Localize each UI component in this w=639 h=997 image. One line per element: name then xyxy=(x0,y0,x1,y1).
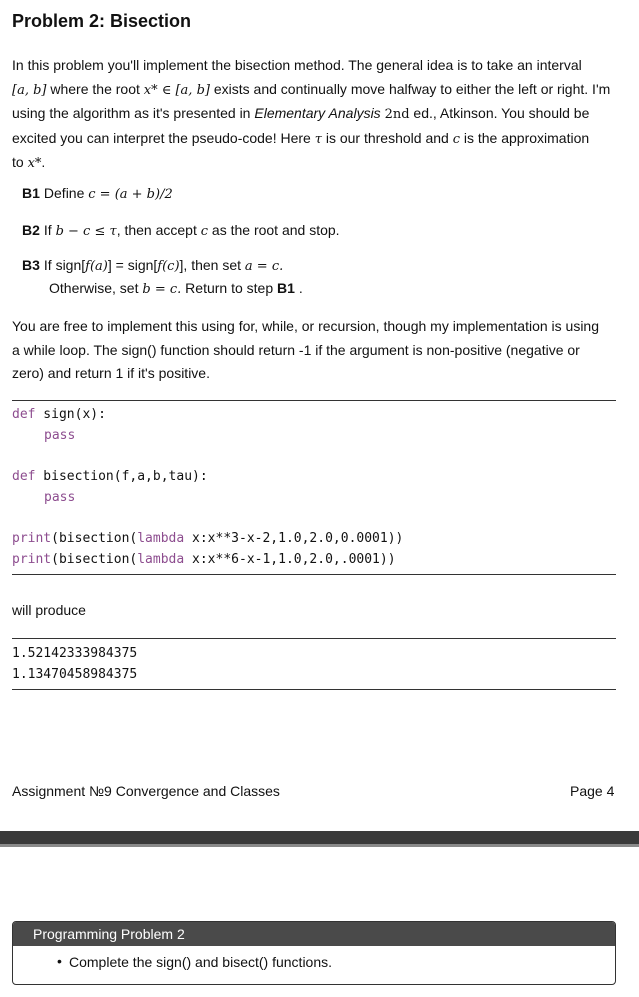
code-bisection-pass: pass xyxy=(44,490,76,505)
code-top-rule xyxy=(12,400,616,401)
step-b1: B1 Define c = (a + b)/2 xyxy=(22,185,173,202)
para2-line-2: a while loop. The sign() function should return -1 if the argument is non-positive (negative or xyxy=(12,341,580,358)
code-sign-pass: pass xyxy=(44,428,76,443)
intro-line-2: [a, b] where the root x* ∈ [a, b] exists and continually move halfway to either the left or right. I'm xyxy=(12,80,611,98)
code-bottom-rule xyxy=(12,574,616,575)
output-top-rule xyxy=(12,638,616,639)
code-print-call-2: print(bisection(lambda x:x**6-x-1,1.0,2.0,.0001)) xyxy=(12,552,396,567)
page-break-shadow xyxy=(0,844,639,847)
footer-assignment-title: Assignment №9 Convergence and Classes xyxy=(12,783,280,799)
problem-heading: Problem 2: Bisection xyxy=(12,11,192,31)
code-sign-def: def sign(x): xyxy=(12,407,106,422)
book-title: Elementary Analysis xyxy=(254,105,381,121)
will-produce-text: will produce xyxy=(12,602,86,618)
footer-page-number: Page 4 xyxy=(570,783,615,799)
para2-line-1: You are free to implement this using for, while, or recursion, though my implementation is using xyxy=(12,318,600,334)
step-b2: B2 If b − c ≤ τ, then accept c as the root and stop. xyxy=(22,222,340,239)
code-print-call-1: print(bisection(lambda x:x**3-x-2,1.0,2.0,0.0001)) xyxy=(12,531,404,546)
output-line-2: 1.13470458984375 xyxy=(12,667,138,682)
bullet-icon: • xyxy=(57,953,62,969)
box-title: Programming Problem 2 xyxy=(13,922,615,946)
page-break-bar xyxy=(0,831,639,844)
intro-line-5: to x*. xyxy=(12,154,46,171)
intro-line-1: In this problem you'll implement the bisection method. The general idea is to take an interval xyxy=(12,57,582,73)
step-b3-otherwise: Otherwise, set b = c. Return to step B1 . xyxy=(49,280,303,297)
box-body xyxy=(13,946,615,970)
intro-line-4: excited you can interpret the pseudo-code! Here τ is our threshold and c is the approximation xyxy=(12,129,590,147)
programming-problem-box xyxy=(12,921,616,985)
output-bottom-rule xyxy=(12,689,616,690)
box-item: Complete the sign() and bisect() functions. xyxy=(69,954,333,970)
implementation-paragraph xyxy=(12,315,624,386)
intro-line-3: using the algorithm as it's presented in Elementary Analysis 2nd ed., Atkinson. You should be xyxy=(12,105,590,122)
step-b3: B3 If sign[f(a)] = sign[f(c)], then set a = c. xyxy=(22,257,284,274)
para2-line-3: zero) and return 1 if it's positive. xyxy=(12,365,210,381)
intro-paragraph xyxy=(12,54,624,176)
code-bisection-def: def bisection(f,a,b,tau): xyxy=(12,469,208,484)
output-line-1: 1.52142333984375 xyxy=(12,646,138,661)
